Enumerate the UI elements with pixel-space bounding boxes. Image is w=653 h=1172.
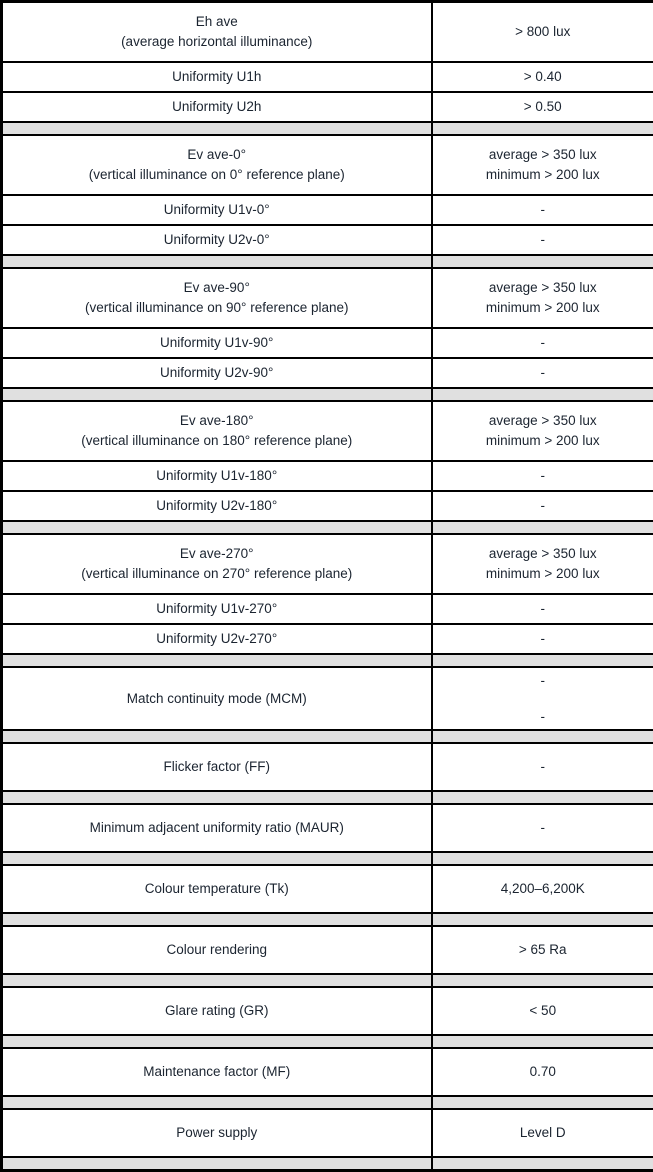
spacer-cell-parameter xyxy=(2,654,432,667)
value-line: - xyxy=(437,818,650,838)
value-cell xyxy=(432,804,653,852)
parameter-cell xyxy=(2,62,432,92)
parameter-line: Uniformity U1v-90° xyxy=(7,333,427,353)
value-line: average > 350 lux xyxy=(437,145,650,165)
value-cell xyxy=(432,328,653,358)
parameter-cell xyxy=(2,594,432,624)
table-body xyxy=(2,2,653,1171)
table-spacer-row xyxy=(2,255,653,268)
value-line: - xyxy=(437,629,650,649)
value-line: average > 350 lux xyxy=(437,544,650,564)
value-cell xyxy=(432,1109,653,1157)
parameter-line: (vertical illuminance on 0° reference plane) xyxy=(7,165,427,185)
table-row xyxy=(2,268,653,328)
parameter-line: Eh ave xyxy=(7,12,427,32)
parameter-cell xyxy=(2,624,432,654)
table-row xyxy=(2,195,653,225)
parameter-cell xyxy=(2,195,432,225)
parameter-cell xyxy=(2,987,432,1035)
value-line: > 800 lux xyxy=(437,22,650,42)
table-spacer-row xyxy=(2,654,653,667)
table-row xyxy=(2,358,653,388)
value-line: > 0.50 xyxy=(437,97,650,117)
parameter-cell xyxy=(2,926,432,974)
table-row xyxy=(2,624,653,654)
table-row xyxy=(2,2,653,63)
parameter-cell xyxy=(2,328,432,358)
parameter-line: Ev ave-180° xyxy=(7,411,427,431)
value-cell xyxy=(432,624,653,654)
spacer-cell-value xyxy=(432,654,653,667)
value-line: - xyxy=(437,671,650,691)
table-spacer-row xyxy=(2,791,653,804)
table-row xyxy=(2,62,653,92)
spacer-cell-value xyxy=(432,974,653,987)
value-line: - xyxy=(437,707,650,727)
table-row xyxy=(2,667,653,730)
value-cell xyxy=(432,594,653,624)
table-row xyxy=(2,135,653,195)
table-spacer-row xyxy=(2,730,653,743)
parameter-line: Glare rating (GR) xyxy=(7,1001,427,1021)
value-cell xyxy=(432,195,653,225)
value-line: minimum > 200 lux xyxy=(437,298,650,318)
table-row xyxy=(2,401,653,461)
parameter-cell xyxy=(2,92,432,122)
table-row xyxy=(2,328,653,358)
spacer-cell-value xyxy=(432,1035,653,1048)
value-line: minimum > 200 lux xyxy=(437,165,650,185)
table-spacer-row xyxy=(2,1096,653,1109)
table-spacer-row xyxy=(2,1157,653,1171)
spacer-cell-parameter xyxy=(2,974,432,987)
parameter-line: Uniformity U2v-180° xyxy=(7,496,427,516)
parameter-cell xyxy=(2,1109,432,1157)
value-cell xyxy=(432,92,653,122)
value-cell xyxy=(432,461,653,491)
spacer-cell-parameter xyxy=(2,521,432,534)
table-spacer-row xyxy=(2,974,653,987)
value-cell xyxy=(432,865,653,913)
parameter-cell xyxy=(2,804,432,852)
parameter-line: Uniformity U1v-0° xyxy=(7,200,427,220)
parameter-line: Flicker factor (FF) xyxy=(7,757,427,777)
table-spacer-row xyxy=(2,852,653,865)
table-spacer-row xyxy=(2,521,653,534)
spacer-cell-parameter xyxy=(2,1096,432,1109)
value-line: < 50 xyxy=(437,1001,650,1021)
parameter-line: (average horizontal illuminance) xyxy=(7,32,427,52)
table-row xyxy=(2,491,653,521)
spacer-cell-parameter xyxy=(2,791,432,804)
spacer-cell-value xyxy=(432,1157,653,1171)
spacer-cell-parameter xyxy=(2,122,432,135)
value-line: - xyxy=(437,466,650,486)
table-spacer-row xyxy=(2,913,653,926)
value-line: average > 350 lux xyxy=(437,411,650,431)
table-row xyxy=(2,743,653,791)
table-row xyxy=(2,92,653,122)
spacer-cell-value xyxy=(432,388,653,401)
parameter-line: Power supply xyxy=(7,1123,427,1143)
table-spacer-row xyxy=(2,122,653,135)
value-cell xyxy=(432,491,653,521)
value-line: - xyxy=(437,599,650,619)
value-cell xyxy=(432,667,653,730)
spacer-cell-parameter xyxy=(2,913,432,926)
value-cell xyxy=(432,926,653,974)
value-cell xyxy=(432,987,653,1035)
table-row xyxy=(2,865,653,913)
parameter-line: Ev ave-0° xyxy=(7,145,427,165)
value-cell xyxy=(432,225,653,255)
value-cell xyxy=(432,135,653,195)
table-spacer-row xyxy=(2,388,653,401)
table-spacer-row xyxy=(2,1035,653,1048)
value-cell xyxy=(432,534,653,594)
spacer-cell-value xyxy=(432,1096,653,1109)
value-line: average > 350 lux xyxy=(437,278,650,298)
parameter-line: Colour temperature (Tk) xyxy=(7,879,427,899)
value-cell xyxy=(432,743,653,791)
parameter-cell xyxy=(2,401,432,461)
spacer-cell-value xyxy=(432,913,653,926)
value-line: - xyxy=(437,333,650,353)
value-line: minimum > 200 lux xyxy=(437,431,650,451)
spacer-cell-parameter xyxy=(2,1035,432,1048)
spacer-cell-parameter xyxy=(2,730,432,743)
value-line: - xyxy=(437,200,650,220)
parameter-cell xyxy=(2,2,432,63)
spacer-cell-value xyxy=(432,791,653,804)
parameter-line: Ev ave-270° xyxy=(7,544,427,564)
value-line: 0.70 xyxy=(437,1062,650,1082)
table-row xyxy=(2,987,653,1035)
spacer-cell-value xyxy=(432,852,653,865)
parameter-cell xyxy=(2,135,432,195)
parameter-line: Uniformity U2v-270° xyxy=(7,629,427,649)
parameter-line: Uniformity U2v-0° xyxy=(7,230,427,250)
parameter-cell xyxy=(2,1048,432,1096)
value-line: 4,200–6,200K xyxy=(437,879,650,899)
value-cell xyxy=(432,1048,653,1096)
value-line: > 65 Ra xyxy=(437,940,650,960)
parameter-cell xyxy=(2,743,432,791)
parameter-cell xyxy=(2,461,432,491)
table-row xyxy=(2,1109,653,1157)
parameter-line: Uniformity U2v-90° xyxy=(7,363,427,383)
parameter-line: (vertical illuminance on 270° reference plane) xyxy=(7,564,427,584)
parameter-line: (vertical illuminance on 90° reference plane) xyxy=(7,298,427,318)
parameter-line: (vertical illuminance on 180° reference plane) xyxy=(7,431,427,451)
value-line: - xyxy=(437,757,650,777)
parameter-line: Match continuity mode (MCM) xyxy=(7,689,427,709)
value-cell xyxy=(432,62,653,92)
parameter-line: Colour rendering xyxy=(7,940,427,960)
spacer-cell-parameter xyxy=(2,388,432,401)
value-cell xyxy=(432,401,653,461)
parameter-cell xyxy=(2,534,432,594)
spacer-cell-value xyxy=(432,521,653,534)
table-row xyxy=(2,225,653,255)
spacer-cell-value xyxy=(432,730,653,743)
table-row xyxy=(2,534,653,594)
parameter-cell xyxy=(2,491,432,521)
value-line: Level D xyxy=(437,1123,650,1143)
value-line: > 0.40 xyxy=(437,67,650,87)
value-line: minimum > 200 lux xyxy=(437,564,650,584)
value-cell xyxy=(432,2,653,63)
spacer-cell-parameter xyxy=(2,255,432,268)
parameter-cell xyxy=(2,225,432,255)
table-row xyxy=(2,594,653,624)
parameter-cell xyxy=(2,667,432,730)
value-line: - xyxy=(437,230,650,250)
parameter-line: Minimum adjacent uniformity ratio (MAUR) xyxy=(7,818,427,838)
value-line: - xyxy=(437,363,650,383)
value-cell xyxy=(432,358,653,388)
value-line: - xyxy=(437,496,650,516)
parameter-line: Ev ave-90° xyxy=(7,278,427,298)
parameter-line: Uniformity U2h xyxy=(7,97,427,117)
spacer-cell-value xyxy=(432,122,653,135)
table-row xyxy=(2,804,653,852)
parameter-cell xyxy=(2,358,432,388)
table-row xyxy=(2,1048,653,1096)
parameter-cell xyxy=(2,865,432,913)
spacer-cell-parameter xyxy=(2,1157,432,1171)
table-row xyxy=(2,461,653,491)
spacer-cell-parameter xyxy=(2,852,432,865)
spacer-cell-value xyxy=(432,255,653,268)
parameter-line: Uniformity U1v-270° xyxy=(7,599,427,619)
parameter-cell xyxy=(2,268,432,328)
parameter-line: Uniformity U1h xyxy=(7,67,427,87)
parameter-line: Maintenance factor (MF) xyxy=(7,1062,427,1082)
table-row xyxy=(2,926,653,974)
value-cell xyxy=(432,268,653,328)
parameter-line: Uniformity U1v-180° xyxy=(7,466,427,486)
